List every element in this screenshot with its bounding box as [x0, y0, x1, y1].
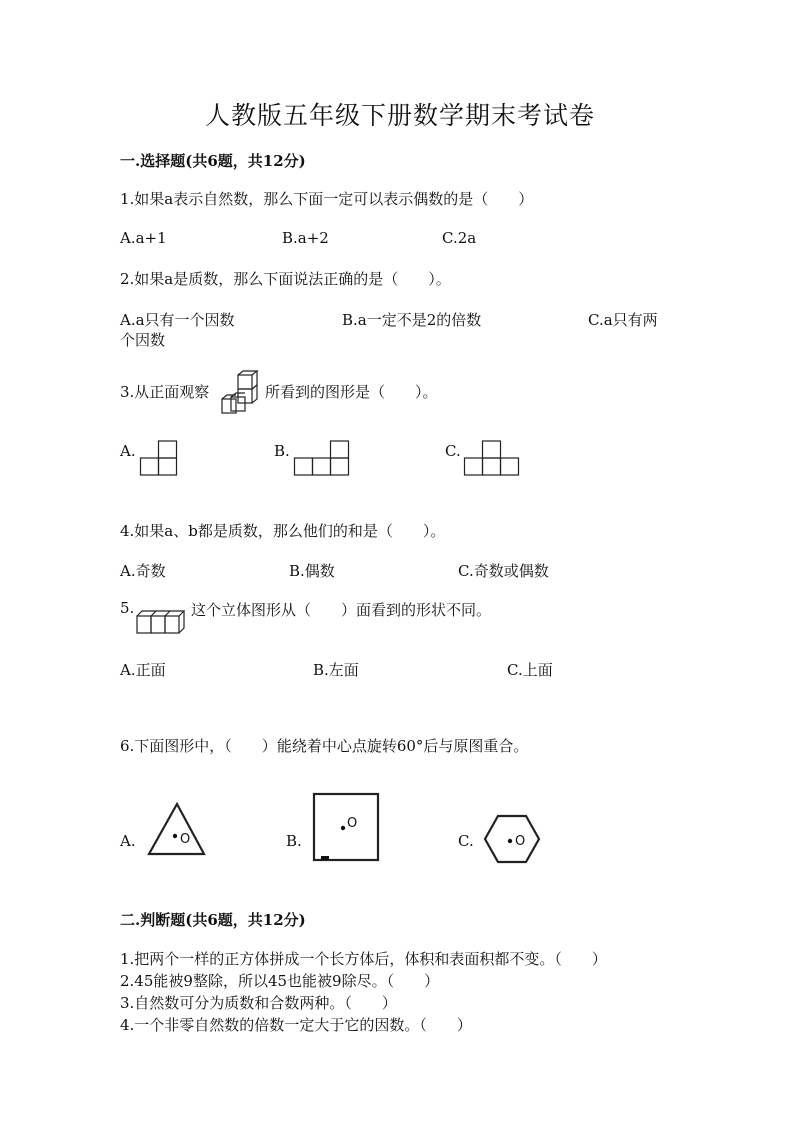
- view-option-b-figure: [294, 440, 350, 476]
- center-mark-label: O: [515, 834, 526, 849]
- view-option-a-figure: [140, 440, 178, 476]
- question-2-option-a[interactable]: A.a只有一个因数: [120, 311, 235, 329]
- question-6-stem: 6.下面图形中，（ ）能绕着中心点旋转60°后与原图重合。: [120, 737, 529, 755]
- triangle-figure: [146, 801, 208, 857]
- center-mark-label: O: [347, 816, 358, 831]
- question-4-option-b[interactable]: B.偶数: [289, 562, 335, 580]
- question-3-stem-start: 3.从正面观察: [120, 383, 210, 401]
- question-5-option-c[interactable]: C.上面: [507, 661, 553, 679]
- question-3-stem-end: 所看到的图形是（ ）。: [265, 383, 438, 401]
- question-5-option-a[interactable]: A.正面: [120, 661, 166, 679]
- question-4-option-a[interactable]: A.奇数: [120, 562, 166, 580]
- judgement-item-1: 1.把两个一样的正方体拼成一个长方体后，体积和表面积都不变。（ ）: [120, 950, 607, 968]
- row-of-cubes-figure: [136, 610, 188, 635]
- question-5-option-b[interactable]: B.左面: [313, 661, 359, 679]
- question-1-option-b[interactable]: B.a+2: [282, 229, 329, 247]
- square-figure: [312, 792, 380, 862]
- question-2-stem: 2.如果a是质数，那么下面说法正确的是（ ）。: [120, 270, 451, 288]
- question-4-option-c[interactable]: C.奇数或偶数: [458, 562, 549, 580]
- hexagon-figure: [483, 814, 541, 864]
- question-1-stem: 1.如果a表示自然数，那么下面一定可以表示偶数的是（ ）: [120, 190, 534, 208]
- question-1-option-a[interactable]: A.a+1: [120, 229, 167, 247]
- question-3-option-a[interactable]: A.: [120, 442, 136, 460]
- question-3-option-b[interactable]: B.: [274, 442, 290, 460]
- judgement-item-3: 3.自然数可分为质数和合数两种。（ ）: [120, 994, 397, 1012]
- judgement-item-4: 4.一个非零自然数的倍数一定大于它的因数。（ ）: [120, 1016, 472, 1034]
- question-2-option-c-continued: 个因数: [120, 331, 166, 349]
- page-title: 人教版五年级下册数学期末考试卷: [204, 101, 595, 130]
- question-6-option-a[interactable]: A.: [120, 832, 136, 850]
- section-heading-choice: 一.选择题(共6题，共12分): [120, 152, 306, 170]
- judgement-item-2: 2.45能被9整除，所以45也能被9除尽。（ ）: [120, 972, 440, 990]
- question-2-option-c[interactable]: C.a只有两: [588, 311, 658, 329]
- center-mark-label: O: [180, 832, 191, 847]
- question-5-stem-end: 这个立体图形从（ ）面看到的形状不同。: [191, 601, 492, 619]
- stacked-cubes-figure: [219, 369, 265, 417]
- question-1-option-c[interactable]: C.2a: [442, 229, 477, 247]
- section-heading-judgement: 二.判断题(共6题，共12分): [120, 911, 306, 929]
- question-6-option-b[interactable]: B.: [286, 832, 302, 850]
- view-option-c-figure: [464, 440, 520, 476]
- question-4-stem: 4.如果a、b都是质数，那么他们的和是（ ）。: [120, 522, 446, 540]
- question-5-stem-start: 5.: [120, 599, 135, 617]
- question-3-option-c[interactable]: C.: [445, 442, 461, 460]
- question-2-option-b[interactable]: B.a一定不是2的倍数: [342, 311, 482, 329]
- question-6-option-c[interactable]: C.: [458, 832, 474, 850]
